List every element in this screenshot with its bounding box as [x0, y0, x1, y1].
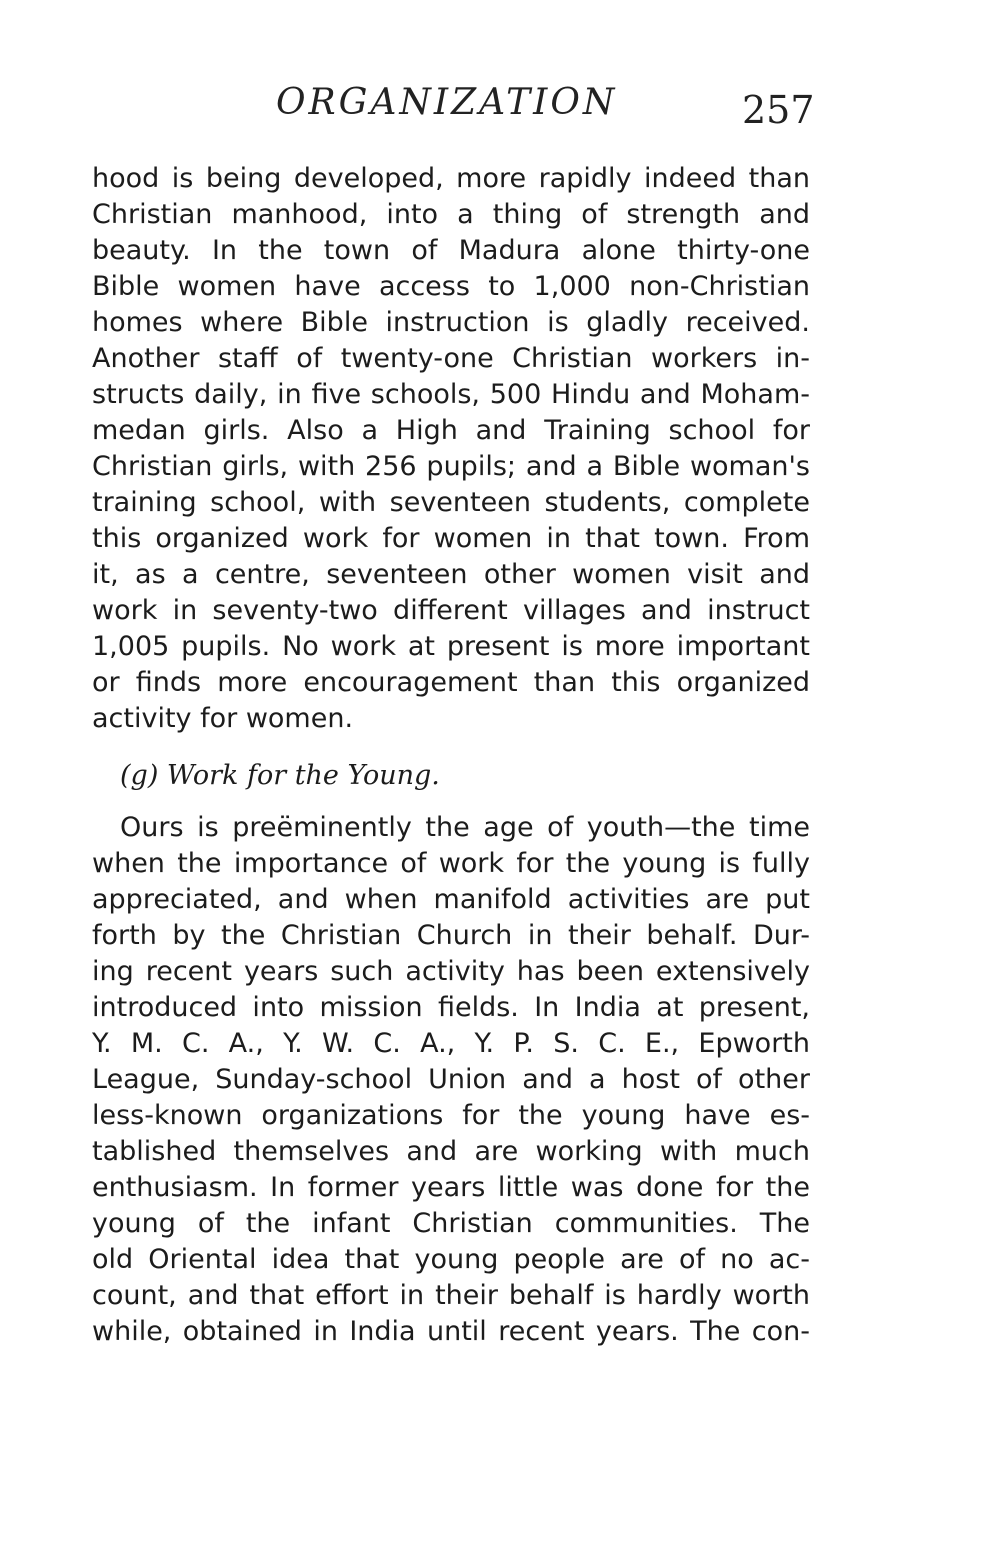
text-line: enthusiasm. In former years little was done for the — [92, 1172, 810, 1203]
text-line: Another staff of twenty-one Christian workers in- — [92, 343, 810, 374]
section-heading: (g) Work for the Young. — [120, 760, 440, 791]
text-line: less-known organizations for the young have es- — [92, 1100, 810, 1131]
text-line: or finds more encouragement than this organized — [92, 667, 810, 698]
text-line: tablished themselves and are working with much — [92, 1136, 810, 1167]
text-line: young of the infant Christian communities. The — [92, 1208, 810, 1239]
page-number: 257 — [742, 88, 815, 132]
text-line: Bible women have access to 1,000 non-Christian — [92, 271, 810, 302]
text-line: ing recent years such activity has been extensively — [92, 956, 810, 987]
paragraph-women-work — [92, 161, 810, 737]
running-head — [0, 82, 1000, 142]
text-line: medan girls. Also a High and Training school for — [92, 415, 810, 446]
text-line: 1,005 pupils. No work at present is more important — [92, 631, 810, 662]
text-line: homes where Bible instruction is gladly received. — [92, 307, 810, 338]
text-line: training school, with seventeen students, complete — [92, 487, 810, 518]
text-line: it, as a centre, seventeen other women visit and — [92, 559, 810, 590]
text-line: while, obtained in India until recent years. The con- — [92, 1316, 810, 1347]
running-title: ORGANIZATION — [276, 82, 618, 123]
text-line: beauty. In the town of Madura alone thirty-one — [92, 235, 810, 266]
text-line: Christian manhood, into a thing of strength and — [92, 199, 810, 230]
text-line: introduced into mission fields. In India at present, — [92, 992, 810, 1023]
text-line: this organized work for women in that town. From — [92, 523, 810, 554]
text-line: Christian girls, with 256 pupils; and a Bible woman's — [92, 451, 810, 482]
text-line: Y. M. C. A., Y. W. C. A., Y. P. S. C. E., Epworth — [92, 1028, 810, 1059]
text-line: structs daily, in five schools, 500 Hindu and Moham- — [92, 379, 810, 410]
text-line: appreciated, and when manifold activities are put — [92, 884, 810, 915]
text-line: count, and that effort in their behalf is hardly worth — [92, 1280, 810, 1311]
text-line: when the importance of work for the young is fully — [92, 848, 810, 879]
text-line: hood is being developed, more rapidly indeed than — [92, 163, 810, 194]
text-line: Ours is preëminently the age of youth—the time — [120, 812, 810, 843]
text-line: forth by the Christian Church in their behalf. Dur- — [92, 920, 810, 951]
text-line: activity for women. — [92, 703, 354, 734]
paragraph-work-for-young — [92, 810, 810, 1350]
text-line: work in seventy-two different villages and instruct — [92, 595, 810, 626]
text-line: old Oriental idea that young people are of no ac- — [92, 1244, 810, 1275]
text-line: League, Sunday-school Union and a host of other — [92, 1064, 810, 1095]
